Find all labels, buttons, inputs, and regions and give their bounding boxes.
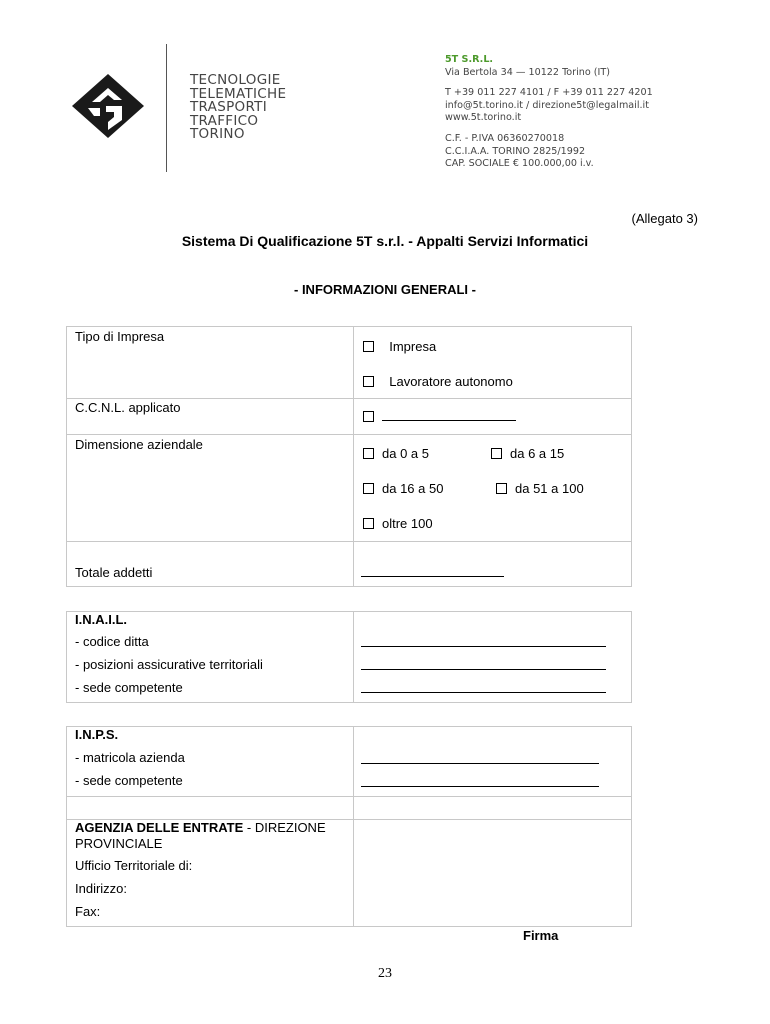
inps-label-cell (67, 727, 354, 797)
brand-line: TRASPORTI (190, 99, 267, 116)
inail-sede: - sede competente (75, 680, 183, 695)
inail-posizioni-field[interactable] (361, 658, 606, 673)
ccnl-field[interactable] (363, 409, 516, 424)
inail-label-cell (67, 612, 354, 703)
checkbox-icon[interactable] (491, 448, 502, 459)
option-lavoratore-autonomo[interactable]: Lavoratore autonomo (363, 374, 513, 389)
brand-text (190, 74, 286, 142)
inps-fields-cell (354, 727, 632, 797)
totale-label: Totale addetti (75, 565, 153, 580)
inail-heading: I.N.A.I.L. (75, 612, 127, 627)
checkbox-icon[interactable] (363, 518, 374, 529)
inps-sede-field[interactable] (361, 775, 599, 790)
agenzia-indirizzo: Indirizzo: (75, 881, 128, 896)
inail-posizioni: - posizioni assicurative territoriali (75, 657, 263, 672)
agenzia-fax: Fax: (75, 904, 101, 919)
section-title: - INFORMAZIONI GENERALI - (294, 282, 476, 297)
allegato-label: (Allegato 3) (631, 211, 698, 226)
checkbox-icon[interactable] (363, 341, 374, 352)
inail-table (66, 611, 632, 703)
inps-heading: I.N.P.S. (75, 727, 119, 742)
agenzia-label-cell (67, 820, 354, 927)
option-da-6-a-15[interactable]: da 6 a 15 (491, 446, 564, 461)
inail-fields-cell (354, 612, 632, 703)
inps-sede: - sede competente (75, 773, 183, 788)
inps-table (66, 726, 632, 927)
inps-matricola-field[interactable] (361, 752, 599, 767)
inail-sede-field[interactable] (361, 681, 606, 696)
option-da-51-a-100[interactable]: da 51 a 100 (496, 481, 584, 496)
agenzia-fields-cell[interactable] (354, 820, 632, 927)
company-email: info@5t.torino.it / direzione5t@legalmail.it (445, 99, 649, 111)
agenzia-ufficio: Ufficio Territoriale di: (75, 858, 193, 873)
company-cf: C.F. - P.IVA 06360270018 (445, 132, 565, 144)
ccnl-label: C.C.N.L. applicato (75, 400, 181, 415)
dimensione-options-cell (354, 435, 632, 542)
inail-codice-ditta: - codice ditta (75, 634, 149, 649)
company-phone: T +39 011 227 4101 / F +39 011 227 4201 (445, 87, 653, 99)
option-oltre-100[interactable]: oltre 100 (363, 516, 433, 531)
checkbox-icon[interactable] (363, 411, 374, 422)
ccnl-label-cell (67, 399, 354, 435)
checkbox-icon[interactable] (363, 376, 374, 387)
page-title: Sistema Di Qualificazione 5T s.r.l. - Appalti Servizi Informatici (181, 233, 589, 249)
inps-matricola: - matricola azienda (75, 750, 185, 765)
agenzia-heading: AGENZIA DELLE ENTRATE - DIREZIONE PROVINCIALE (75, 820, 326, 851)
tipo-label-cell (67, 327, 354, 399)
totale-field[interactable] (361, 565, 504, 580)
checkbox-icon[interactable] (363, 483, 374, 494)
letterhead-divider (166, 44, 167, 172)
brand-line: TORINO (190, 126, 245, 143)
option-da-16-a-50[interactable]: da 16 a 50 (363, 481, 443, 496)
totale-label-cell (67, 542, 354, 587)
tipo-options-cell (354, 327, 632, 399)
company-cciaa: C.C.I.A.A. TORINO 2825/1992 (445, 145, 586, 157)
option-impresa[interactable]: Impresa (363, 339, 436, 354)
inail-codice-field[interactable] (361, 635, 606, 650)
company-info (445, 54, 653, 171)
brand-line: TRAFFICO (190, 112, 259, 129)
brand-line: TECNOLOGIE (190, 72, 281, 88)
firma-label: Firma (523, 928, 559, 943)
ccnl-field-cell (354, 399, 632, 435)
company-name: 5T S.R.L. (445, 54, 494, 65)
dimensione-label: Dimensione aziendale (75, 437, 203, 452)
tipo-label: Tipo di Impresa (75, 329, 165, 344)
5t-logo-icon (70, 72, 146, 140)
checkbox-icon[interactable] (363, 448, 374, 459)
page-number: 23 (378, 966, 392, 981)
company-capital: CAP. SOCIALE € 100.000,00 i.v. (445, 158, 594, 170)
checkbox-icon[interactable] (496, 483, 507, 494)
option-da-0-a-5[interactable]: da 0 a 5 (363, 446, 429, 461)
empty-cell (354, 797, 632, 820)
general-info-table (66, 326, 632, 587)
totale-field-cell (354, 542, 632, 587)
dimensione-label-cell (67, 435, 354, 542)
brand-line: TELEMATICHE (190, 85, 287, 102)
empty-cell (67, 797, 354, 820)
company-address: Via Bertola 34 — 10122 Torino (IT) (445, 66, 610, 78)
company-website: www.5t.torino.it (445, 112, 522, 124)
